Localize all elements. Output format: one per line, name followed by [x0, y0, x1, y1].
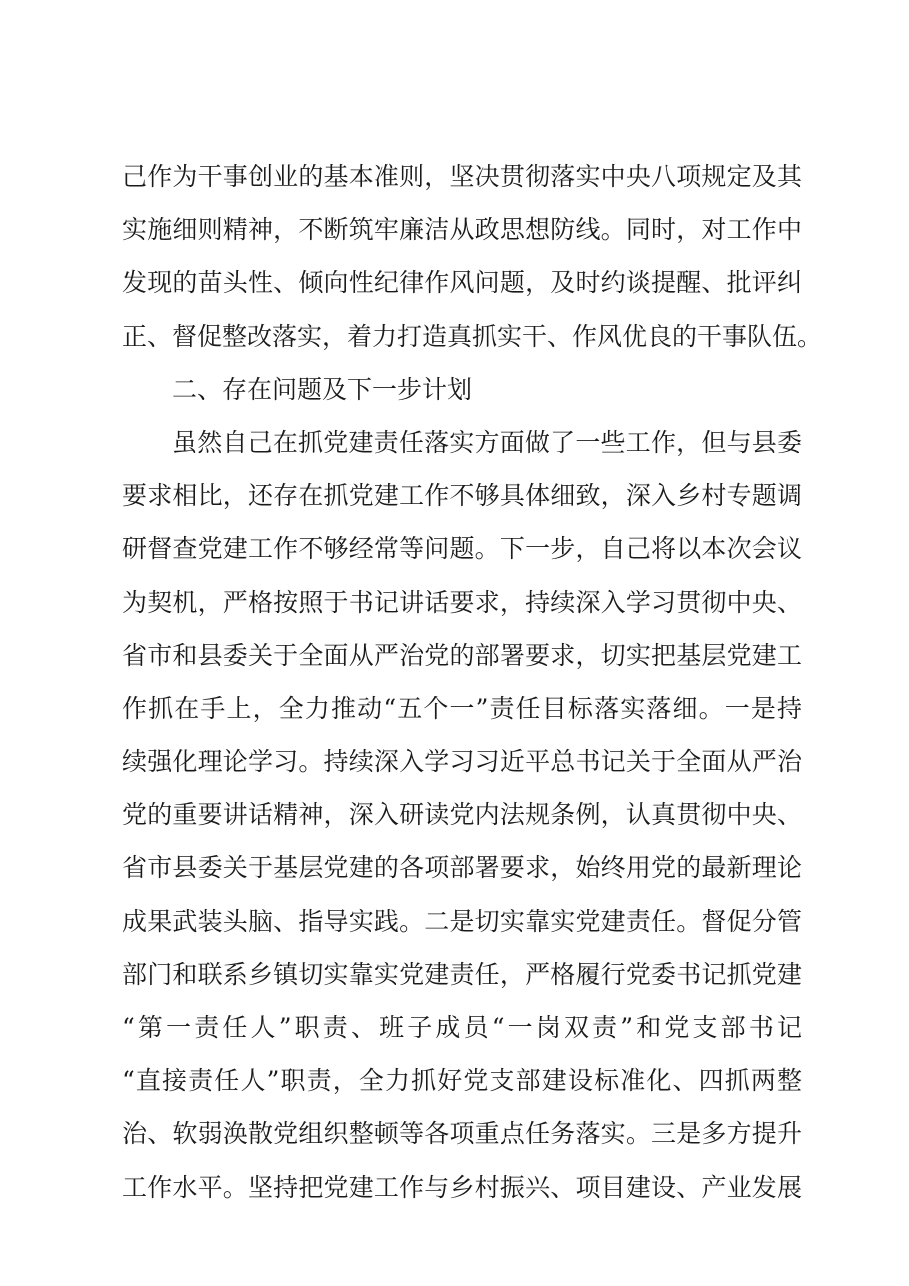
- section-heading: 二、存在问题及下一步计划: [172, 374, 473, 404]
- text-line: 省市县委关于基层党建的各项部署要求，始终用党的最新理论: [122, 853, 802, 883]
- text-line: 正、督促整改落实，着力打造真抓实干、作风优良的干事队伍。: [122, 321, 823, 351]
- text-line: 为契机，严格按照于书记讲话要求，持续深入学习贯彻中央、: [122, 587, 802, 617]
- paragraph-first-line: 虽然自己在抓党建责任落实方面做了一些工作，但与县委: [172, 427, 802, 457]
- document-body: [122, 150, 823, 1214]
- text-line: 部门和联系乡镇切实靠实党建责任，严格履行党委书记抓党建: [122, 959, 802, 989]
- text-line: 研督查党建工作不够经常等问题。下一步，自己将以本次会议: [122, 534, 802, 564]
- text-line: 成果武装头脑、指导实践。二是切实靠实党建责任。督促分管: [122, 906, 802, 936]
- text-line: 党的重要讲话精神，深入研读党内法规条例，认真贯彻中央、: [122, 800, 802, 830]
- text-line: “第一责任人”职责、班子成员“一岗双责”和党支部书记: [122, 1013, 802, 1042]
- text-line: 治、软弱涣散党组织整顿等各项重点任务落实。三是多方提升: [122, 1119, 802, 1149]
- text-line: 发现的苗头性、倾向性纪律作风问题，及时约谈提醒、批评纠: [122, 268, 802, 298]
- text-line: 实施细则精神，不断筑牢廉洁从政思想防线。同时，对工作中: [122, 215, 802, 245]
- text-line: 己作为干事创业的基本准则，坚决贯彻落实中央八项规定及其: [122, 162, 802, 191]
- text-line: 作抓在手上，全力推动“五个一”责任目标落实落细。一是持: [122, 693, 802, 723]
- text-line: 续强化理论学习。持续深入学习习近平总书记关于全面从严治: [122, 747, 802, 777]
- text-line: “直接责任人”职责，全力抓好党支部建设标准化、四抓两整: [122, 1066, 802, 1096]
- text-line: 工作水平。坚持把党建工作与乡村振兴、项目建设、产业发展: [122, 1172, 802, 1202]
- text-line: 省市和县委关于全面从严治党的部署要求，切实把基层党建工: [122, 640, 802, 670]
- text-line: 要求相比，还存在抓党建工作不够具体细致，深入乡村专题调: [122, 481, 802, 511]
